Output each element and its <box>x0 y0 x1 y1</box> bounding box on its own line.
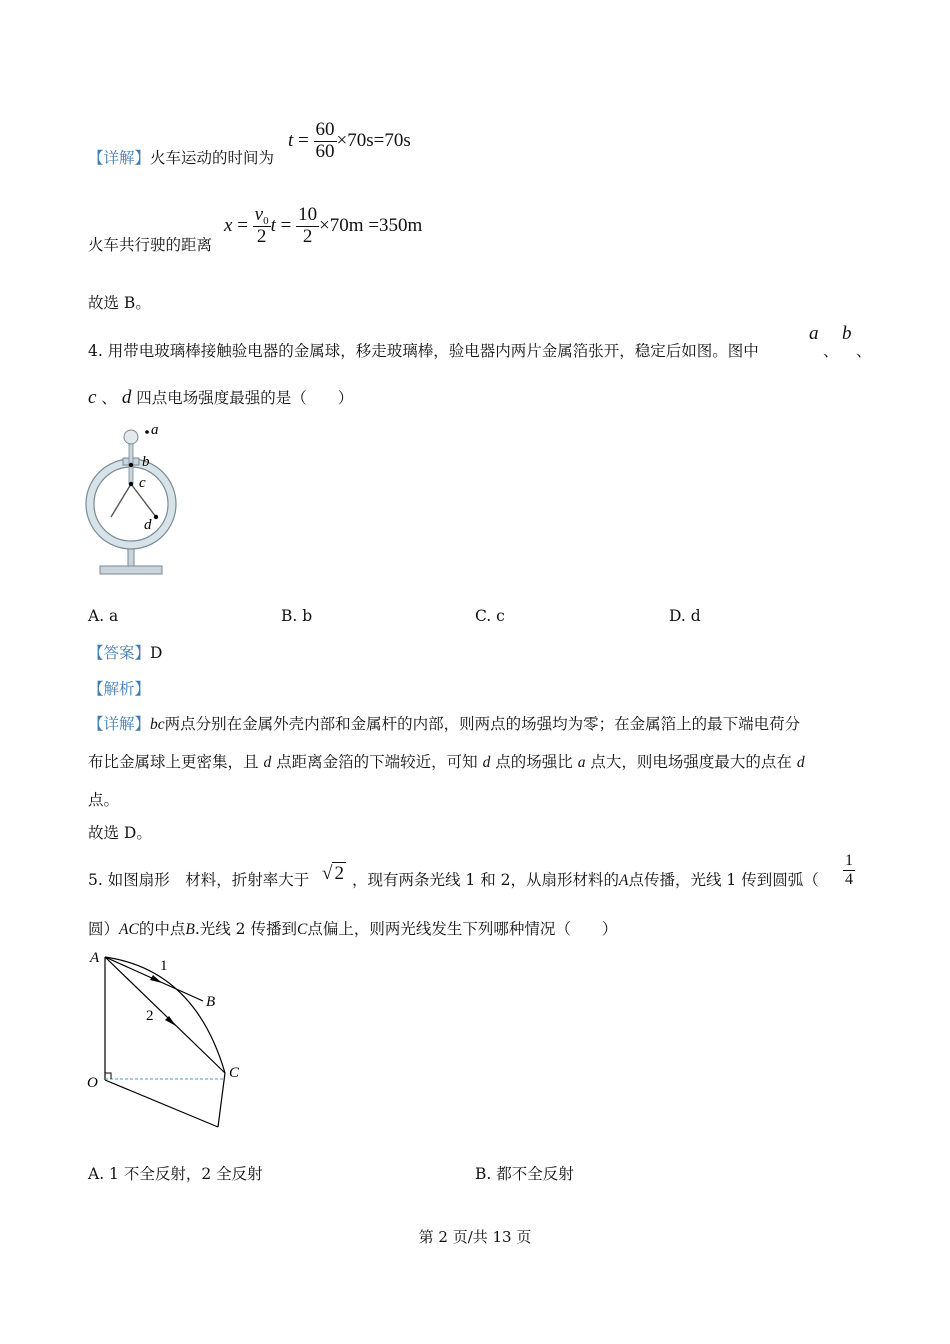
q4-option-d: D. d <box>669 607 701 625</box>
sector-arc <box>105 957 225 1127</box>
electroscope-base <box>100 566 162 574</box>
electroscope-figure <box>82 420 182 580</box>
q4-detail-line3: 点。 <box>88 791 120 809</box>
sector-figure <box>80 945 260 1135</box>
q5-sqrt: √ 2 <box>322 863 344 884</box>
q4-detail-line2: 布比金属球上更密集，且 d 点距离金箔的下端较近，可知 d 点的场强比 a 点大，则电场强度最大的点在 d <box>88 753 805 771</box>
q4-answer: 【答案】D <box>88 644 163 662</box>
q5-quarter-fraction: $\frac{1}{4}$ <box>845 852 853 888</box>
q4-line2: c 、 d 四点电场强度最强的是（ ） <box>88 387 354 408</box>
q5-line1-rest: ，现有两条光线 1 和 2，从扇形材料的A点传播，光线 1 传到圆弧（ <box>352 871 819 889</box>
speed-fraction: $\frac{10}{2}$ <box>298 204 318 247</box>
label-ray-2: 2 <box>146 1008 154 1024</box>
time-fraction: $\frac{60}{60}$ <box>315 119 335 162</box>
q4-analysis-tag: 【解析】 <box>88 680 151 698</box>
q5-line2: 圆）AC的中点B.光线 2 传播到C点偏上，则两光线发生下列哪种情况（ ） <box>88 920 618 938</box>
fig-label-c: c <box>139 475 146 491</box>
point-b <box>129 463 133 467</box>
conclusion-b: 故选 B。 <box>88 294 151 312</box>
point-a <box>145 430 149 434</box>
time-text: 火车运动的时间为 <box>150 149 275 167</box>
q4-option-a: A. a <box>88 607 119 625</box>
q4-label-b: b <box>842 323 852 344</box>
q4-sep2: 、 <box>856 342 872 360</box>
page-footer: 第 2 页/共 13 页 <box>418 1228 532 1246</box>
q4-label-a: a <box>809 323 819 344</box>
label-A: A <box>90 950 100 966</box>
q5-option-a: A. 1 不全反射，2 全反射 <box>88 1165 263 1183</box>
edge-o-bottom <box>105 1080 218 1127</box>
fig-label-b: b <box>142 454 150 470</box>
distance-text: 火车共行驶的距离 <box>88 236 213 254</box>
q4-conclusion: 故选 D。 <box>88 824 152 842</box>
q4-option-c: C. c <box>475 607 505 625</box>
q4-detail-line1: 【详解】bc两点分别在金属外壳内部和金属杆的内部，则两点的场强均为零；在金属箔上的最下端电荷分 <box>88 715 801 733</box>
q4-option-b: B. b <box>281 607 313 625</box>
fig-label-d: d <box>144 517 152 533</box>
fig-label-a: a <box>151 422 159 438</box>
time-formula: t = $\frac{60}{60}$ ×70s=70s <box>288 119 411 162</box>
distance-formula: x = $\frac{v_0}{2}$ t = $\frac{10}{2}$ ×70m =350m <box>224 204 423 247</box>
detail-tag: 【详解】 <box>88 149 151 167</box>
label-O: O <box>87 1075 98 1091</box>
label-B: B <box>206 994 216 1010</box>
ray-2 <box>105 957 225 1073</box>
point-d <box>154 515 158 519</box>
metal-ball <box>124 430 138 444</box>
arrow-ray-2 <box>165 1016 176 1026</box>
label-ray-1: 1 <box>160 958 168 974</box>
q4-line1: 4. 用带电玻璃棒接触验电器的金属球，移走玻璃棒，验电器内两片金属箔张开，稳定后如图。图中 <box>88 342 759 360</box>
q4-sep1: 、 <box>823 342 839 360</box>
velocity-fraction: $\frac{v_0}{2}$ <box>254 204 269 247</box>
label-C: C <box>229 1065 240 1081</box>
right-angle-mark <box>105 1073 111 1079</box>
point-c <box>129 482 133 486</box>
q5-option-b: B. 都不全反射 <box>475 1165 574 1183</box>
q5-line1: 5. 如图扇形 材料，折射率大于 <box>88 871 310 889</box>
